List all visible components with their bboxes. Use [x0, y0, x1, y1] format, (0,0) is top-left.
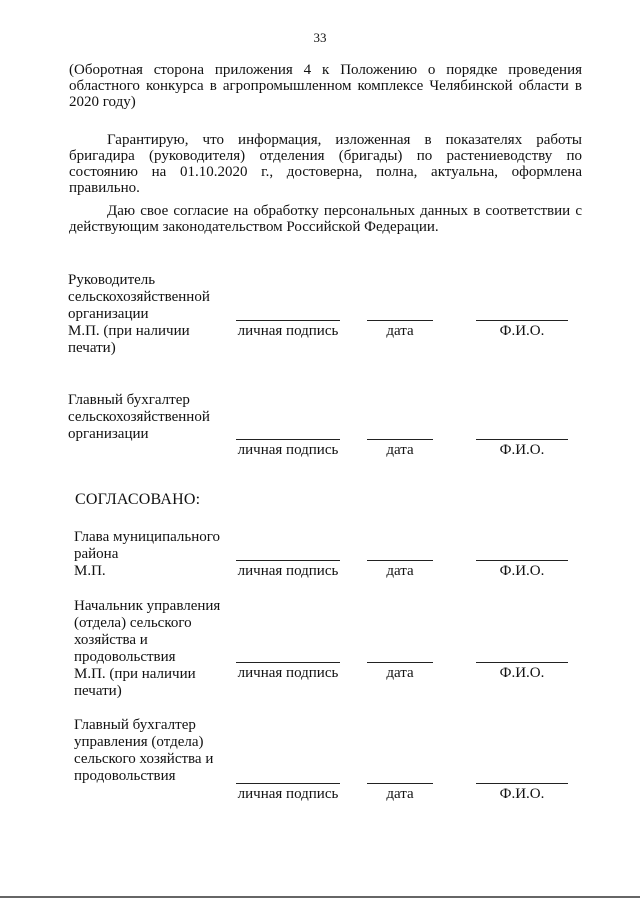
date-caption: дата	[386, 665, 414, 681]
intro-paragraph: (Оборотная сторона приложения 4 к Положению о порядке проведения областного конкурса в агропромышленном комплексе Челябинской области в 2020 году)	[69, 62, 582, 110]
date-line	[367, 662, 433, 663]
date-line	[367, 783, 433, 784]
signature-line	[236, 662, 340, 663]
signature-line	[236, 439, 340, 440]
guarantee-paragraph: Гарантирую, что информация, изложенная в показателях работы бригадира (руководителя) отделения (бригады) по растениеводству по состоянию на 01.10.2020 г., достоверна, полна, актуальна, оформлена правильно.	[69, 132, 582, 196]
date-caption: дата	[386, 786, 414, 802]
signer-label-department-head: Начальник управления (отдела) сельского хозяйства и продовольствия М.П. (при наличии печати)	[74, 598, 221, 699]
signature-line	[236, 560, 340, 561]
date-caption: дата	[386, 323, 414, 339]
signature-line	[236, 783, 340, 784]
signature-caption: личная подпись	[237, 786, 339, 802]
date-caption: дата	[386, 442, 414, 458]
agreed-heading: СОГЛАСОВАНО:	[75, 491, 201, 508]
name-caption: Ф.И.О.	[499, 563, 545, 579]
consent-paragraph: Даю свое согласие на обработку персональных данных в соответствии с действующим законодательством Российской Федерации.	[69, 203, 582, 235]
name-line	[476, 662, 568, 663]
name-line	[476, 320, 568, 321]
name-caption: Ф.И.О.	[499, 323, 545, 339]
name-line	[476, 783, 568, 784]
signature-caption: личная подпись	[237, 442, 339, 458]
signature-line	[236, 320, 340, 321]
page-bottom-border	[0, 896, 640, 898]
name-caption: Ф.И.О.	[499, 786, 545, 802]
signature-caption: личная подпись	[237, 563, 339, 579]
date-line	[367, 439, 433, 440]
date-caption: дата	[386, 563, 414, 579]
name-line	[476, 560, 568, 561]
signature-caption: личная подпись	[237, 323, 339, 339]
name-caption: Ф.И.О.	[499, 442, 545, 458]
signature-caption: личная подпись	[237, 665, 339, 681]
signer-label-district-head: Глава муниципального района М.П.	[74, 529, 221, 579]
date-line	[367, 560, 433, 561]
signer-label-department-accountant: Главный бухгалтер управления (отдела) сельского хозяйства и продовольствия	[74, 717, 214, 784]
name-line	[476, 439, 568, 440]
page-number: 33	[313, 30, 327, 45]
name-caption: Ф.И.О.	[499, 665, 545, 681]
signer-label-chief-accountant: Главный бухгалтер сельскохозяйственной организации	[68, 392, 210, 442]
signer-label-head: Руководитель сельскохозяйственной организации М.П. (при наличии печати)	[68, 272, 210, 356]
date-line	[367, 320, 433, 321]
